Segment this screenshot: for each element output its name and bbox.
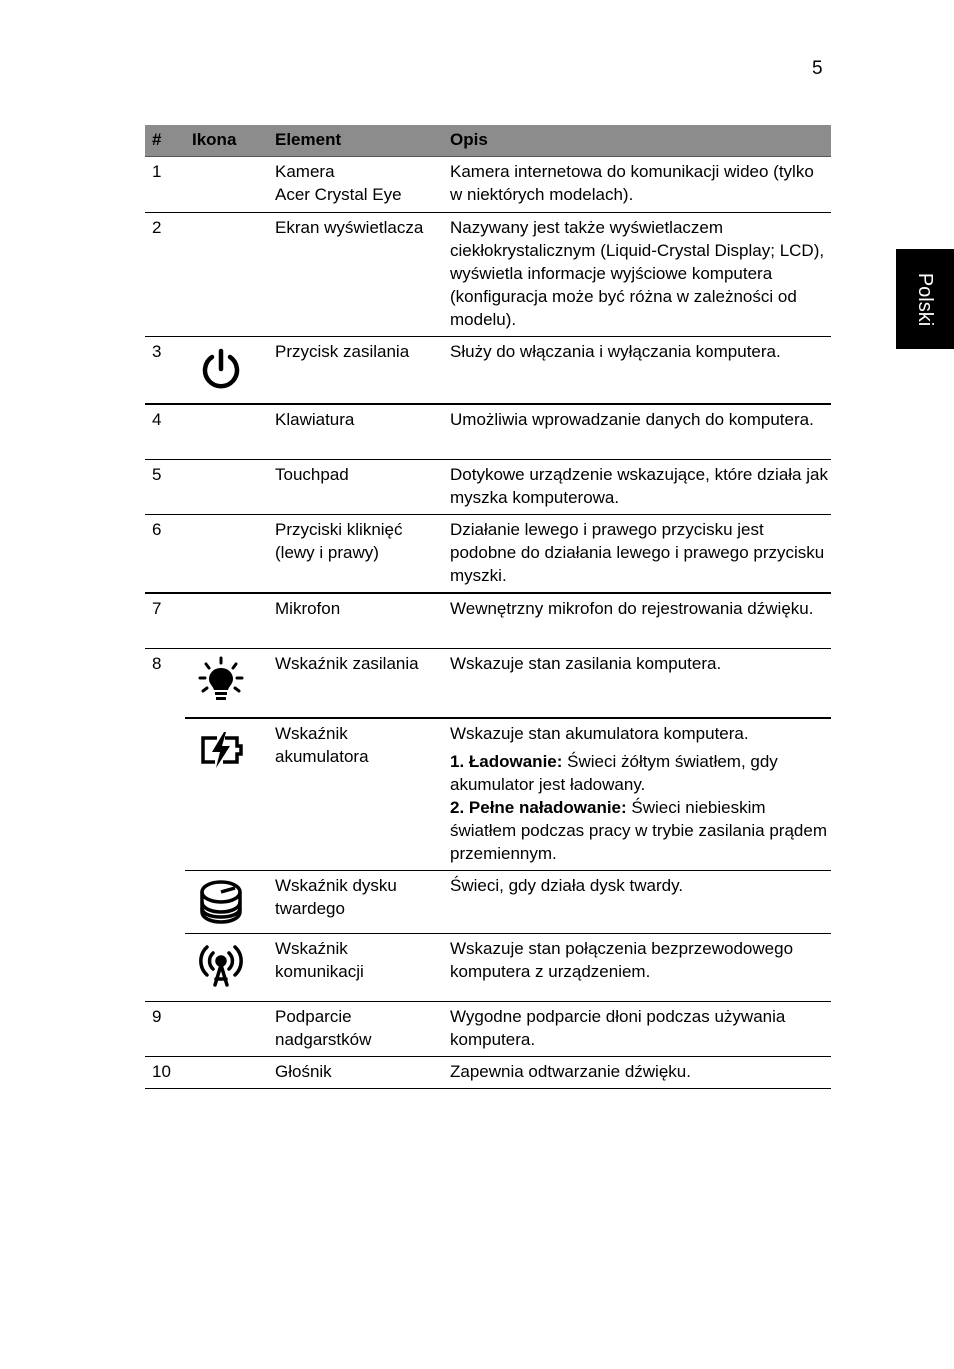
row-description: [450, 722, 828, 865]
row-element: [275, 1005, 445, 1051]
language-tab: [896, 249, 954, 349]
row-number: 2: [152, 218, 162, 237]
row-element: [275, 937, 445, 983]
row-element: [275, 216, 445, 239]
item-text: Świeci żółtym światłem, gdy akumulator jest ładowany.: [450, 752, 778, 794]
element-line: Wskaźnik dysku: [275, 876, 397, 895]
element-line: Przycisk zasilania: [275, 342, 410, 361]
row-description: Zapewnia odtwarzanie dźwięku.: [450, 1062, 691, 1081]
light-bulb-icon: [197, 656, 245, 704]
row-description: Kamera internetowa do komunikacji wideo (tylko w niektórych modelach).: [450, 162, 814, 204]
row-element: [275, 652, 445, 675]
element-line: Głośnik: [275, 1062, 332, 1081]
row-element: [275, 160, 445, 206]
row-number: 8: [152, 654, 162, 673]
power-icon: [197, 347, 245, 395]
description-text: Wskazuje stan akumulatora komputera.: [450, 724, 749, 743]
item-label: 1. Ładowanie:: [450, 752, 563, 771]
row-number: 1: [152, 162, 162, 181]
row-number: 4: [152, 410, 162, 429]
row-divider: [145, 514, 831, 515]
element-line: Klawiatura: [275, 410, 355, 429]
row-number: 6: [152, 520, 162, 539]
row-number: 9: [152, 1007, 162, 1026]
element-line: Podparcie: [275, 1007, 352, 1026]
element-line: Wskaźnik: [275, 724, 348, 743]
element-line: twardego: [275, 899, 345, 918]
row-divider: [145, 336, 831, 337]
row-element: [275, 1060, 445, 1083]
row-element: [275, 722, 445, 768]
row-description: Działanie lewego i prawego przycisku jest podobne do działania lewego i prawego przycisku myszki.: [450, 520, 825, 585]
row-description: Wskazuje stan zasilania komputera.: [450, 654, 722, 673]
row-divider: [145, 212, 831, 213]
element-line: Wskaźnik zasilania: [275, 654, 419, 673]
row-divider: [185, 717, 831, 719]
row-description: Nazywany jest także wyświetlaczem ciekłokrystalicznym (Liquid-Crystal Display; LCD), wyświetla informacje wyjściowe komputera (konfiguracja może być różna w zależności od modelu).: [450, 218, 825, 329]
row-element: [275, 874, 445, 920]
element-line: Acer Crystal Eye: [275, 185, 402, 204]
element-line: Touchpad: [275, 465, 349, 484]
row-divider: [145, 1001, 831, 1002]
page-number: 5: [812, 58, 823, 79]
row-number: 10: [152, 1062, 171, 1081]
description-items: [450, 750, 828, 865]
row-element: [275, 340, 445, 363]
element-line: Przyciski kliknięć: [275, 520, 403, 539]
element-line: Kamera: [275, 162, 335, 181]
header-desc: Opis: [450, 130, 488, 149]
row-description: Świeci, gdy działa dysk twardy.: [450, 876, 684, 895]
row-description: Umożliwia wprowadzanie danych do komputera.: [450, 410, 814, 429]
table-header: [145, 125, 831, 157]
row-element: [275, 597, 445, 620]
item-text: Świeci niebieskim światłem podczas pracy w trybie zasilania prądem przemiennym.: [450, 798, 827, 863]
element-line: Ekran wyświetlacza: [275, 218, 424, 237]
element-line: Wskaźnik: [275, 939, 348, 958]
row-divider: [145, 1056, 831, 1057]
wireless-icon: [197, 941, 245, 989]
row-element: [275, 518, 445, 564]
header-num: #: [152, 130, 162, 149]
element-line: Mikrofon: [275, 599, 341, 618]
element-line: akumulatora: [275, 747, 369, 766]
element-line: komunikacji: [275, 962, 364, 981]
item-label: 2. Pełne naładowanie:: [450, 798, 627, 817]
row-number: 5: [152, 465, 162, 484]
row-description: Służy do włączania i wyłączania komputera.: [450, 342, 781, 361]
row-divider: [145, 592, 831, 594]
row-description: Dotykowe urządzenie wskazujące, które działa jak myszka komputerowa.: [450, 465, 828, 507]
row-divider: [185, 870, 831, 871]
battery-charge-icon: [197, 726, 245, 774]
hard-disk-icon: [197, 878, 245, 926]
row-divider: [145, 403, 831, 405]
row-description: Wewnętrzny mikrofon do rejestrowania dźwięku.: [450, 599, 814, 618]
row-divider: [145, 1088, 831, 1089]
row-element: [275, 408, 445, 431]
header-element: Element: [275, 130, 342, 149]
language-tab-label: Polski: [914, 272, 937, 326]
row-description: Wskazuje stan połączenia bezprzewodowego komputera z urządzeniem.: [450, 939, 794, 981]
header-icon: Ikona: [192, 130, 237, 149]
row-number: 3: [152, 342, 162, 361]
element-line: nadgarstków: [275, 1030, 372, 1049]
row-number: 7: [152, 599, 162, 618]
row-divider: [185, 933, 831, 934]
element-line: (lewy i prawy): [275, 543, 379, 562]
row-element: [275, 463, 445, 486]
row-description: Wygodne podparcie dłoni podczas używania komputera.: [450, 1007, 786, 1049]
row-divider: [145, 459, 831, 460]
row-divider: [145, 648, 831, 649]
